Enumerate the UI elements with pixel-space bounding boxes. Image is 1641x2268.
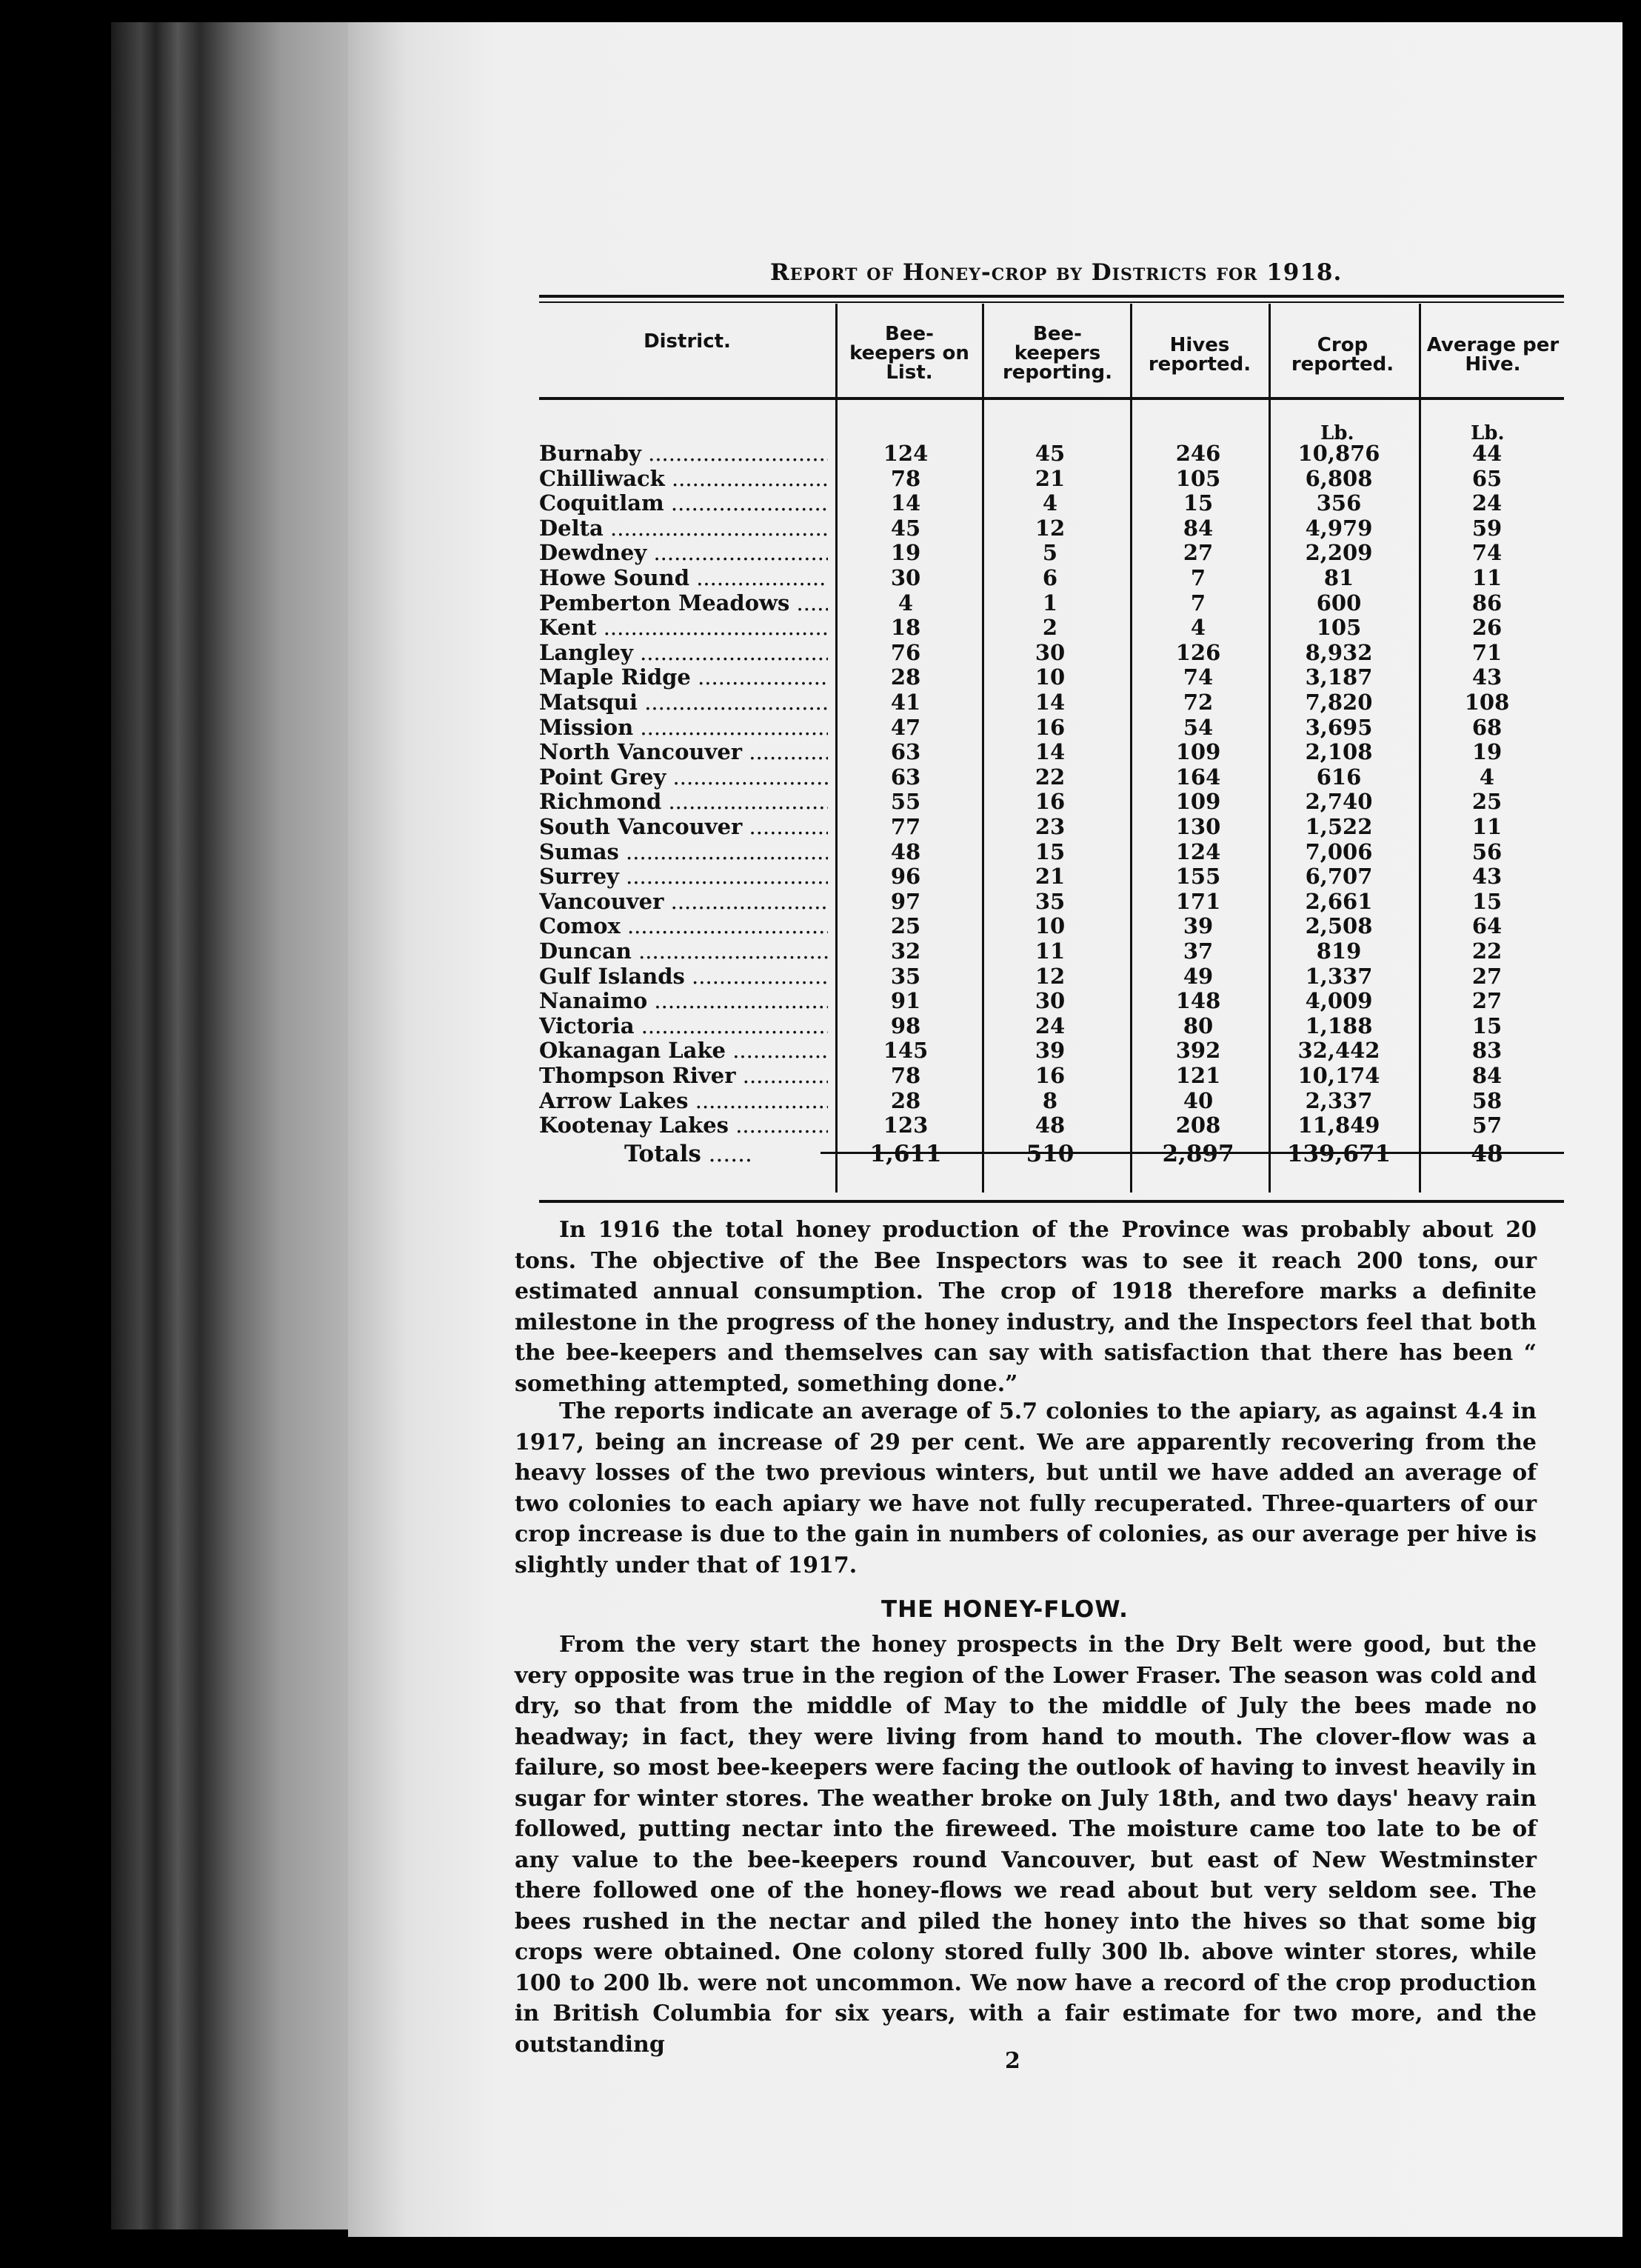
table-row [539, 566, 1564, 590]
table-row [539, 1064, 1564, 1088]
cell-on-list: 19 [890, 540, 921, 566]
report-title: Report of Honey-crop by Districts for 1918. [770, 259, 1343, 286]
cell-reporting: 1 [1042, 590, 1058, 616]
cell-average: 27 [1471, 988, 1503, 1014]
cell-on-list: 14 [890, 490, 921, 516]
cell-reporting: 12 [1035, 515, 1066, 541]
cell-crop: 32,442 [1297, 1038, 1380, 1064]
cell-district-name: Matsqui ..... [539, 690, 828, 715]
table-row [539, 790, 1564, 814]
cell-crop: 3,695 [1305, 714, 1373, 740]
cell-reporting: 16 [1035, 1063, 1066, 1088]
cell-average: 74 [1471, 540, 1503, 566]
table-row [539, 864, 1564, 889]
crop-unit: Lb. [1320, 422, 1354, 444]
total-reporting: 510 [1026, 1141, 1074, 1167]
cell-hives: 155 [1175, 864, 1221, 890]
honey-crop-table [539, 295, 1564, 1206]
table-row [539, 616, 1564, 640]
cell-district-name: Point Grey ..... [539, 765, 828, 790]
table-row [539, 491, 1564, 516]
cell-hives: 126 [1175, 639, 1221, 665]
cell-average: 19 [1471, 739, 1503, 765]
table-row [539, 541, 1564, 565]
cell-on-list: 76 [890, 639, 921, 665]
table-row [539, 516, 1564, 541]
totals-row [539, 1139, 1564, 1169]
table-row [539, 939, 1564, 964]
cell-crop: 2,337 [1305, 1087, 1373, 1113]
header-average-per-hive: Average per Hive. [1426, 334, 1560, 376]
table-row [539, 989, 1564, 1013]
cell-on-list: 4 [898, 590, 914, 616]
cell-crop: 4,009 [1305, 988, 1373, 1014]
page-right-border [1622, 22, 1633, 2237]
cell-average: 27 [1471, 963, 1503, 989]
paragraph-1910-production: In 1916 the total honey production of the Province was probably about 20 tons. The objective of the Bee Inspectors was to see it reach 200 tons, our estimated annual consumption. The crop of 1918 therefore marks a definite milestone in the progress of the honey industry, and the Inspectors feel that both the bee-keepers and themselves can say with satisfaction that there has been “ something attempted, something done.” [515, 1217, 1537, 1397]
cell-average: 11 [1471, 814, 1503, 839]
table-row [539, 716, 1564, 740]
cell-hives: 109 [1175, 789, 1221, 815]
cell-reporting: 48 [1035, 1113, 1066, 1138]
cell-crop: 3,187 [1305, 664, 1373, 690]
cell-crop: 10,876 [1297, 441, 1380, 466]
cell-district-name: Pemberton Meadows ..... [539, 591, 828, 616]
cell-reporting: 23 [1035, 814, 1066, 839]
cell-crop: 11,849 [1297, 1113, 1380, 1138]
header-bottom-rule [539, 397, 1564, 400]
header-beekeepers-reporting: Bee-keepers reporting. [1002, 323, 1113, 384]
cell-district-name: Chilliwack ..... [539, 467, 828, 491]
total-hives: 2,897 [1162, 1141, 1234, 1167]
cell-crop: 105 [1316, 615, 1362, 641]
cell-average: 64 [1471, 913, 1503, 939]
cell-reporting: 10 [1035, 664, 1066, 690]
cell-hives: 130 [1175, 814, 1221, 839]
cell-average: 15 [1471, 888, 1503, 914]
average-unit: Lb. [1471, 422, 1505, 444]
cell-reporting: 2 [1042, 615, 1058, 641]
cell-reporting: 15 [1035, 838, 1066, 864]
cell-on-list: 28 [890, 1087, 921, 1113]
cell-district-name: Comox ..... [539, 914, 828, 938]
header-crop-reported: Crop reported. [1291, 334, 1394, 376]
cell-hives: 74 [1183, 664, 1214, 690]
page-number: 2 [1005, 2048, 1020, 2074]
cell-reporting: 10 [1035, 913, 1066, 939]
cell-crop: 10,174 [1297, 1063, 1380, 1088]
table-row [539, 1089, 1564, 1113]
cell-district-name: Dewdney ..... [539, 541, 828, 565]
table-row [539, 665, 1564, 690]
table-row [539, 740, 1564, 764]
cell-on-list: 45 [890, 515, 921, 541]
cell-average: 43 [1471, 664, 1503, 690]
cell-on-list: 96 [890, 864, 921, 890]
cell-hives: 392 [1175, 1038, 1221, 1064]
cell-average: 26 [1471, 615, 1503, 641]
cell-reporting: 6 [1042, 565, 1058, 590]
table-row [539, 641, 1564, 665]
cell-on-list: 145 [883, 1038, 929, 1064]
cell-district-name: Kent ..... [539, 616, 828, 640]
cell-crop: 7,006 [1305, 838, 1373, 864]
cell-hives: 164 [1175, 764, 1221, 790]
cell-on-list: 55 [890, 789, 921, 815]
table-row [539, 914, 1564, 938]
cell-reporting: 16 [1035, 714, 1066, 740]
cell-hives: 54 [1183, 714, 1214, 740]
cell-on-list: 124 [883, 441, 929, 466]
table-row [539, 441, 1564, 466]
table-top-rule-thin [539, 301, 1564, 303]
table-row [539, 690, 1564, 715]
cell-reporting: 45 [1035, 441, 1066, 466]
table-row [539, 765, 1564, 790]
cell-on-list: 30 [890, 565, 921, 590]
cell-average: 15 [1471, 1013, 1503, 1038]
cell-crop: 1,188 [1305, 1013, 1373, 1038]
cell-on-list: 78 [890, 1063, 921, 1088]
cell-average: 43 [1471, 864, 1503, 890]
header-hives-reported: Hives reported. [1148, 334, 1251, 376]
cell-hives: 105 [1175, 465, 1221, 491]
cell-hives: 49 [1183, 963, 1214, 989]
paragraph-colony-average: The reports indicate an average of 5.7 colonies to the apiary, as against 4.4 in 1917, being an increase of 29 per cent. We are apparently recovering from the heavy losses of the two previous winters, but until we have added an average of two colonies to each apiary we have not fully recuperated. Three-quarters of our crop increase is due to the gain in numbers of colonies, as our average per hive is slightly under that of 1917. [515, 1398, 1537, 1578]
cell-reporting: 12 [1035, 963, 1066, 989]
cell-on-list: 25 [890, 913, 921, 939]
cell-crop: 4,979 [1305, 515, 1373, 541]
cell-average: 83 [1471, 1038, 1503, 1064]
cell-reporting: 35 [1035, 888, 1066, 914]
cell-crop: 2,740 [1305, 789, 1373, 815]
cell-district-name: Sumas ..... [539, 840, 828, 864]
cell-district-name: Langley ..... [539, 641, 828, 665]
cell-crop: 1,337 [1305, 963, 1373, 989]
cell-crop: 2,508 [1305, 913, 1373, 939]
cell-average: 44 [1471, 441, 1503, 466]
cell-on-list: 78 [890, 465, 921, 491]
cell-hives: 40 [1183, 1087, 1214, 1113]
cell-district-name: Duncan ..... [539, 939, 828, 964]
cell-hives: 84 [1183, 515, 1214, 541]
cell-district-name: Kootenay Lakes ..... [539, 1113, 828, 1138]
cell-crop: 6,808 [1305, 465, 1373, 491]
cell-hives: 80 [1183, 1013, 1214, 1038]
table-row [539, 591, 1564, 616]
cell-hives: 124 [1175, 838, 1221, 864]
cell-district-name: Burnaby ..... [539, 441, 828, 466]
cell-crop: 616 [1316, 764, 1362, 790]
cell-crop: 8,932 [1305, 639, 1373, 665]
total-crop: 139,671 [1286, 1141, 1391, 1167]
cell-average: 56 [1471, 838, 1503, 864]
paragraph-honey-flow: From the very start the honey prospects in the Dry Belt were good, but the very opposite was true in the region of the Lower Fraser. The season was cold and dry, so that from the middle of May to the middle of July the bees made no headway; in fact, they were living from hand to mouth. The clover-flow was a failure, so most bee-keepers were facing the outlook of having to invest heavily in sugar for winter stores. The weather broke on July 18th, and two days' heavy rain followed, putting nectar into the fireweed. The moisture came too late to be of any value to the bee-keepers round Vancouver, but east of New Westminster there followed one of the honey-flows we read about but very seldom see. The bees rushed in the nectar and piled the honey into the hives so that some big crops were obtained. One colony stored fully 300 lb. above winter stores, while 100 to 200 lb. were not uncommon. We now have a record of the crop production in British Columbia for six years, with a fair estimate for two more, and the outstanding [515, 1632, 1537, 2058]
cell-district-name: Maple Ridge ..... [539, 665, 828, 690]
cell-district-name: Mission ..... [539, 716, 828, 740]
cell-average: 84 [1471, 1063, 1503, 1088]
cell-district-name: South Vancouver ..... [539, 815, 828, 839]
cell-reporting: 4 [1042, 490, 1058, 516]
cell-crop: 600 [1316, 590, 1362, 616]
cell-hives: 15 [1183, 490, 1214, 516]
cell-hives: 7 [1190, 565, 1206, 590]
cell-average: 58 [1471, 1087, 1503, 1113]
cell-reporting: 22 [1035, 764, 1066, 790]
cell-average: 11 [1471, 565, 1503, 590]
cell-crop: 6,707 [1305, 864, 1373, 890]
cell-district-name: Richmond ..... [539, 790, 828, 814]
cell-district-name: Surrey ..... [539, 864, 828, 889]
section-heading-honey-flow: THE HONEY-FLOW. [881, 1596, 1129, 1623]
cell-on-list: 47 [890, 714, 921, 740]
cell-crop: 356 [1316, 490, 1362, 516]
cell-hives: 246 [1175, 441, 1221, 466]
cell-hives: 4 [1190, 615, 1206, 641]
cell-hives: 7 [1190, 590, 1206, 616]
cell-on-list: 97 [890, 888, 921, 914]
cell-district-name: North Vancouver ..... [539, 740, 828, 764]
cell-average: 65 [1471, 465, 1503, 491]
cell-average: 108 [1464, 690, 1510, 715]
cell-district-name: Delta ..... [539, 516, 828, 541]
cell-average: 25 [1471, 789, 1503, 815]
cell-district-name: Howe Sound ..... [539, 566, 828, 590]
cell-crop: 81 [1323, 565, 1354, 590]
cell-average: 68 [1471, 714, 1503, 740]
table-row [539, 1113, 1564, 1138]
book-binding-edge [111, 22, 355, 2229]
cell-on-list: 91 [890, 988, 921, 1014]
cell-hives: 171 [1175, 888, 1221, 914]
cell-on-list: 28 [890, 664, 921, 690]
table-row [539, 964, 1564, 989]
totals-label: Totals ...... [624, 1139, 752, 1169]
cell-average: 24 [1471, 490, 1503, 516]
cell-reporting: 11 [1035, 938, 1066, 964]
cell-hives: 39 [1183, 913, 1214, 939]
cell-hives: 208 [1175, 1113, 1221, 1138]
cell-reporting: 39 [1035, 1038, 1066, 1064]
table-row [539, 1038, 1564, 1063]
header-beekeepers-on-list: Bee-keepers on List. [849, 323, 969, 384]
cell-district-name: Okanagan Lake ..... [539, 1038, 828, 1063]
table-row [539, 890, 1564, 914]
cell-hives: 109 [1175, 739, 1221, 765]
total-on-list: 1,611 [869, 1141, 942, 1167]
cell-crop: 819 [1316, 938, 1362, 964]
cell-average: 71 [1471, 639, 1503, 665]
table-bottom-rule [539, 1200, 1564, 1203]
cell-on-list: 123 [883, 1113, 929, 1138]
cell-hives: 121 [1175, 1063, 1221, 1088]
cell-reporting: 14 [1035, 739, 1066, 765]
cell-reporting: 21 [1035, 465, 1066, 491]
cell-average: 57 [1471, 1113, 1503, 1138]
total-average: 48 [1471, 1141, 1503, 1167]
cell-average: 59 [1471, 515, 1503, 541]
cell-on-list: 32 [890, 938, 921, 964]
cell-on-list: 98 [890, 1013, 921, 1038]
cell-reporting: 14 [1035, 690, 1066, 715]
cell-on-list: 77 [890, 814, 921, 839]
cell-reporting: 30 [1035, 988, 1066, 1014]
cell-reporting: 24 [1035, 1013, 1066, 1038]
cell-hives: 37 [1183, 938, 1214, 964]
cell-reporting: 8 [1042, 1087, 1058, 1113]
cell-hives: 72 [1183, 690, 1214, 715]
cell-district-name: Thompson River ..... [539, 1064, 828, 1088]
cell-district-name: Victoria ..... [539, 1014, 828, 1038]
cell-average: 86 [1471, 590, 1503, 616]
cell-on-list: 63 [890, 764, 921, 790]
cell-reporting: 30 [1035, 639, 1066, 665]
cell-crop: 7,820 [1305, 690, 1373, 715]
cell-crop: 2,209 [1305, 540, 1373, 566]
cell-hives: 27 [1183, 540, 1214, 566]
cell-on-list: 48 [890, 838, 921, 864]
table-row [539, 840, 1564, 864]
cell-crop: 1,522 [1305, 814, 1373, 839]
cell-average: 4 [1479, 764, 1495, 790]
table-top-rule [539, 295, 1564, 298]
cell-district-name: Coquitlam ..... [539, 491, 828, 516]
cell-district-name: Nanaimo ..... [539, 989, 828, 1013]
cell-reporting: 16 [1035, 789, 1066, 815]
cell-on-list: 35 [890, 963, 921, 989]
cell-on-list: 63 [890, 739, 921, 765]
cell-district-name: Vancouver ..... [539, 890, 828, 914]
cell-reporting: 5 [1042, 540, 1058, 566]
table-row [539, 467, 1564, 491]
cell-crop: 2,108 [1305, 739, 1373, 765]
cell-crop: 2,661 [1305, 888, 1373, 914]
cell-on-list: 18 [890, 615, 921, 641]
cell-hives: 148 [1175, 988, 1221, 1014]
cell-reporting: 21 [1035, 864, 1066, 890]
cell-on-list: 41 [890, 690, 921, 715]
table-row [539, 815, 1564, 839]
cell-district-name: Gulf Islands ..... [539, 964, 828, 989]
cell-average: 22 [1471, 938, 1503, 964]
header-district: District. [644, 330, 731, 353]
table-row [539, 1014, 1564, 1038]
cell-district-name: Arrow Lakes ..... [539, 1089, 828, 1113]
